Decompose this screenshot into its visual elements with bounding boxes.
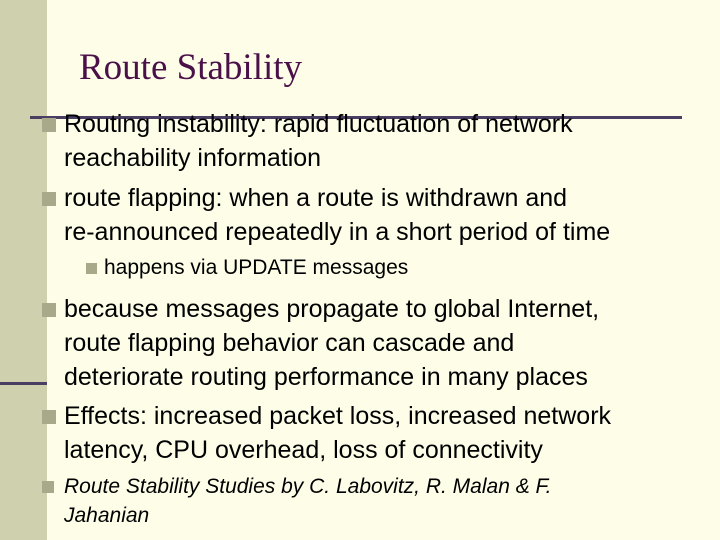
bullet-square-icon (42, 303, 56, 317)
sub-bullet-square-icon (86, 263, 97, 274)
bullet-square-icon (42, 192, 56, 206)
bullet-square-icon (42, 118, 56, 132)
slide-title: Route Stability (79, 47, 303, 88)
bullet-3-line-3: deteriorate routing performance in many places (64, 363, 588, 391)
bullet-4-line-2: latency, CPU overhead, loss of connectivity (64, 436, 543, 464)
bullet-4-line-1: Effects: increased packet loss, increased network (64, 402, 612, 430)
bullet-3-line-1: because messages propagate to global Internet, (64, 295, 600, 323)
bullet-square-icon (42, 410, 56, 424)
sub-bullet-1-line-1: happens via UPDATE messages (104, 256, 409, 279)
left-sidebar-band (0, 0, 47, 540)
bullet-square-icon (42, 481, 54, 493)
sidebar-accent-line (0, 382, 47, 385)
reference-line-2: Jahanian (64, 504, 150, 527)
bullet-3-line-2: route flapping behavior can cascade and (64, 329, 515, 357)
bullet-2-line-1: route flapping: when a route is withdrawn and (64, 184, 568, 212)
reference-line-1: Route Stability Studies by C. Labovitz, R. Malan & F. (64, 475, 552, 498)
bullet-2-line-2: re-announced repeatedly in a short period of time (64, 218, 611, 246)
bullet-1-line-2: reachability information (64, 144, 322, 172)
bullet-1-line-1: Routing instability: rapid fluctuation of network (64, 110, 573, 138)
